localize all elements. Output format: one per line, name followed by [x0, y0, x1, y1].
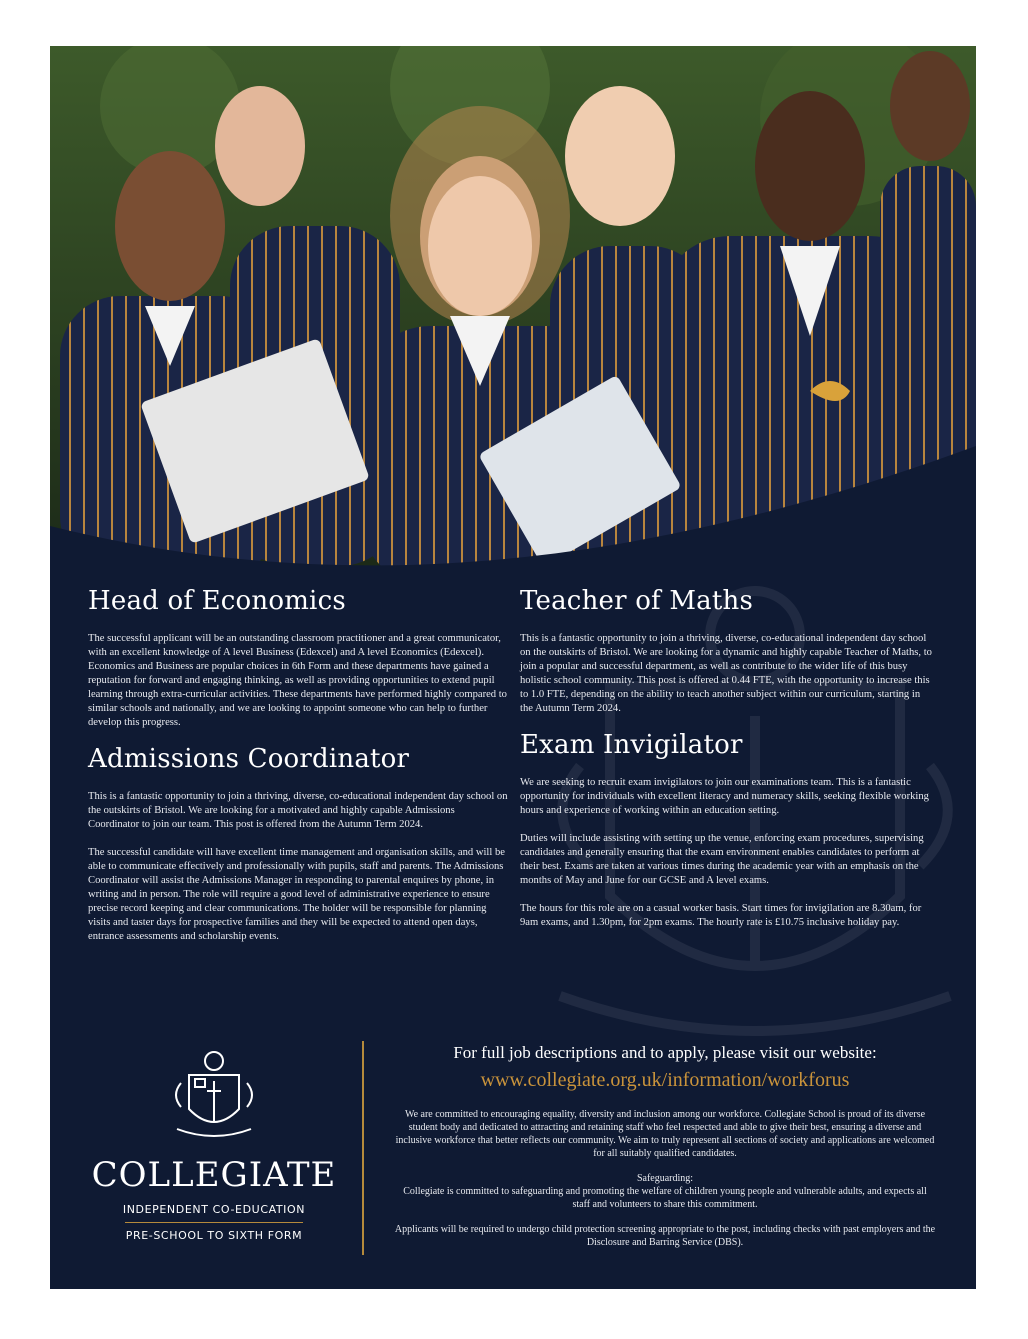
- tagline-divider: [125, 1222, 303, 1223]
- apply-section: [380, 1041, 950, 1249]
- job-teacher-of-maths: [520, 586, 935, 716]
- tagline-preschool: PRE-SCHOOL TO SIXTH FORM: [125, 1229, 303, 1242]
- wordmark: COLLEGIATE: [91, 1155, 337, 1195]
- job-title-head-economics: Head of Economics: [88, 586, 346, 616]
- job-description: This is a fantastic opportunity to join a thriving, diverse, co-educational independent day school on the outskirts of Bristol. We are looking for a motivated and highly capable Admissions Coordinator to join our team. This post is offered from the Autumn Term 2024.: [88, 790, 508, 830]
- safeguarding-statement: Collegiate is committed to safeguarding and promoting the welfare of children young people and vulnerable adults, and expects all staff and volunteers to share this commitment.: [403, 1186, 927, 1210]
- job-description: The hours for this role are on a casual worker basis. Start times for invigilation are 8.30am, for 9am exams, and 1.30pm, for 2pm exams. The hourly rate is £10.75 inclusive holiday pay.: [520, 902, 922, 928]
- tagline-independent: INDEPENDENT CO-EDUCATION: [122, 1203, 306, 1216]
- job-description: The successful candidate will have excellent time management and organisation skills, and will be able to communicate effectively and professionally with pupils, staff and parents. The Admissions Coordinator will assist the Admissions Manager in responding to parental enquires by phone, in writing and in person. The role will require a good level of administrative experience to ensure precise record keeping and clear communications. The holder will be responsible for planning visits and taster days for prospective families and they will be expected to attend open days, entrance assessments and scholarship events.: [88, 846, 505, 942]
- left-column: [88, 586, 508, 957]
- job-description: We are seeking to recruit exam invigilators to join our examinations team. This is a fantastic opportunity for individuals with excellent literacy and numeracy skills, seeking flexible working hours and experience of working within an education setting.: [520, 776, 929, 816]
- right-column: [520, 586, 935, 944]
- job-poster: [50, 46, 976, 1289]
- equality-statement: We are committed to encouraging equality, diversity and inclusion among our workforce. Collegiate School is proud of its diverse student body and dedicated to attracting and retaining staff who feel respected and able to give their best, ensuring a diverse and inclusive workforce that better reflects our community. We aim to truly represent all sections of society and applications are welcomed for all suitably qualified candidates.: [395, 1109, 935, 1159]
- apply-website-link[interactable]: www.collegiate.org.uk/information/workforus: [480, 1069, 850, 1091]
- job-head-economics: [88, 586, 508, 730]
- footer-divider: [362, 1041, 364, 1255]
- screening-statement: Applicants will be required to undergo child protection screening appropriate to the post, including checks with past employers and the Disclosure and Barring Service (DBS).: [394, 1224, 936, 1248]
- hero-photo: [50, 46, 976, 566]
- school-crest-icon: [169, 1047, 259, 1147]
- job-description: The successful applicant will be an outstanding classroom practitioner and a great communicator, with an excellent knowledge of A level Business (Edexcel) and A level Economics (Edexcel). Economics and Business are popular choices in 6th Form and these departments have gained a reputation for forward and engaging thinking, as well as providing opportunities to extend pupil learning through extra-curricular activities. These departments have performed highly compared to similar schools and nationally, and we are looking to appoint someone who can help to further develop this progress.: [88, 633, 507, 728]
- job-title-teacher-of-maths: Teacher of Maths: [520, 586, 753, 616]
- apply-lead-text: For full job descriptions and to apply, please visit our website:: [453, 1043, 877, 1062]
- job-title-exam-invigilator: Exam Invigilator: [520, 729, 743, 760]
- safeguarding-block: [394, 1172, 936, 1211]
- job-description: This is a fantastic opportunity to join a thriving, diverse, co-educational independent day school on the outskirts of Bristol. We are looking for a dynamic and highly capable Teacher of Maths, to join a popular and successful department, as well as contribute to the wider life of this busy holistic school community. This post is offered at 0.44 FTE, with the opportunity to increase this to 1.0 FTE, depending on the ability to teach another subject within our curriculum, starting in the Autumn Term 2024.: [520, 633, 932, 714]
- safeguarding-heading: Safeguarding:: [636, 1173, 694, 1184]
- job-title-admissions-coordinator: Admissions Coordinator: [88, 743, 410, 774]
- collegiate-logo: [84, 1041, 344, 1242]
- job-description: Duties will include assisting with setting up the venue, enforcing exam procedures, supervising candidates and generally ensuring that the exam environment enables candidates to perform at their best. Exams are taken at various times during the academic year with an emphasis on the months of May and June for our GCSE and A level exams.: [520, 832, 924, 886]
- job-admissions-coordinator: [88, 744, 508, 944]
- job-exam-invigilator: [520, 730, 935, 930]
- footer: [50, 1041, 976, 1289]
